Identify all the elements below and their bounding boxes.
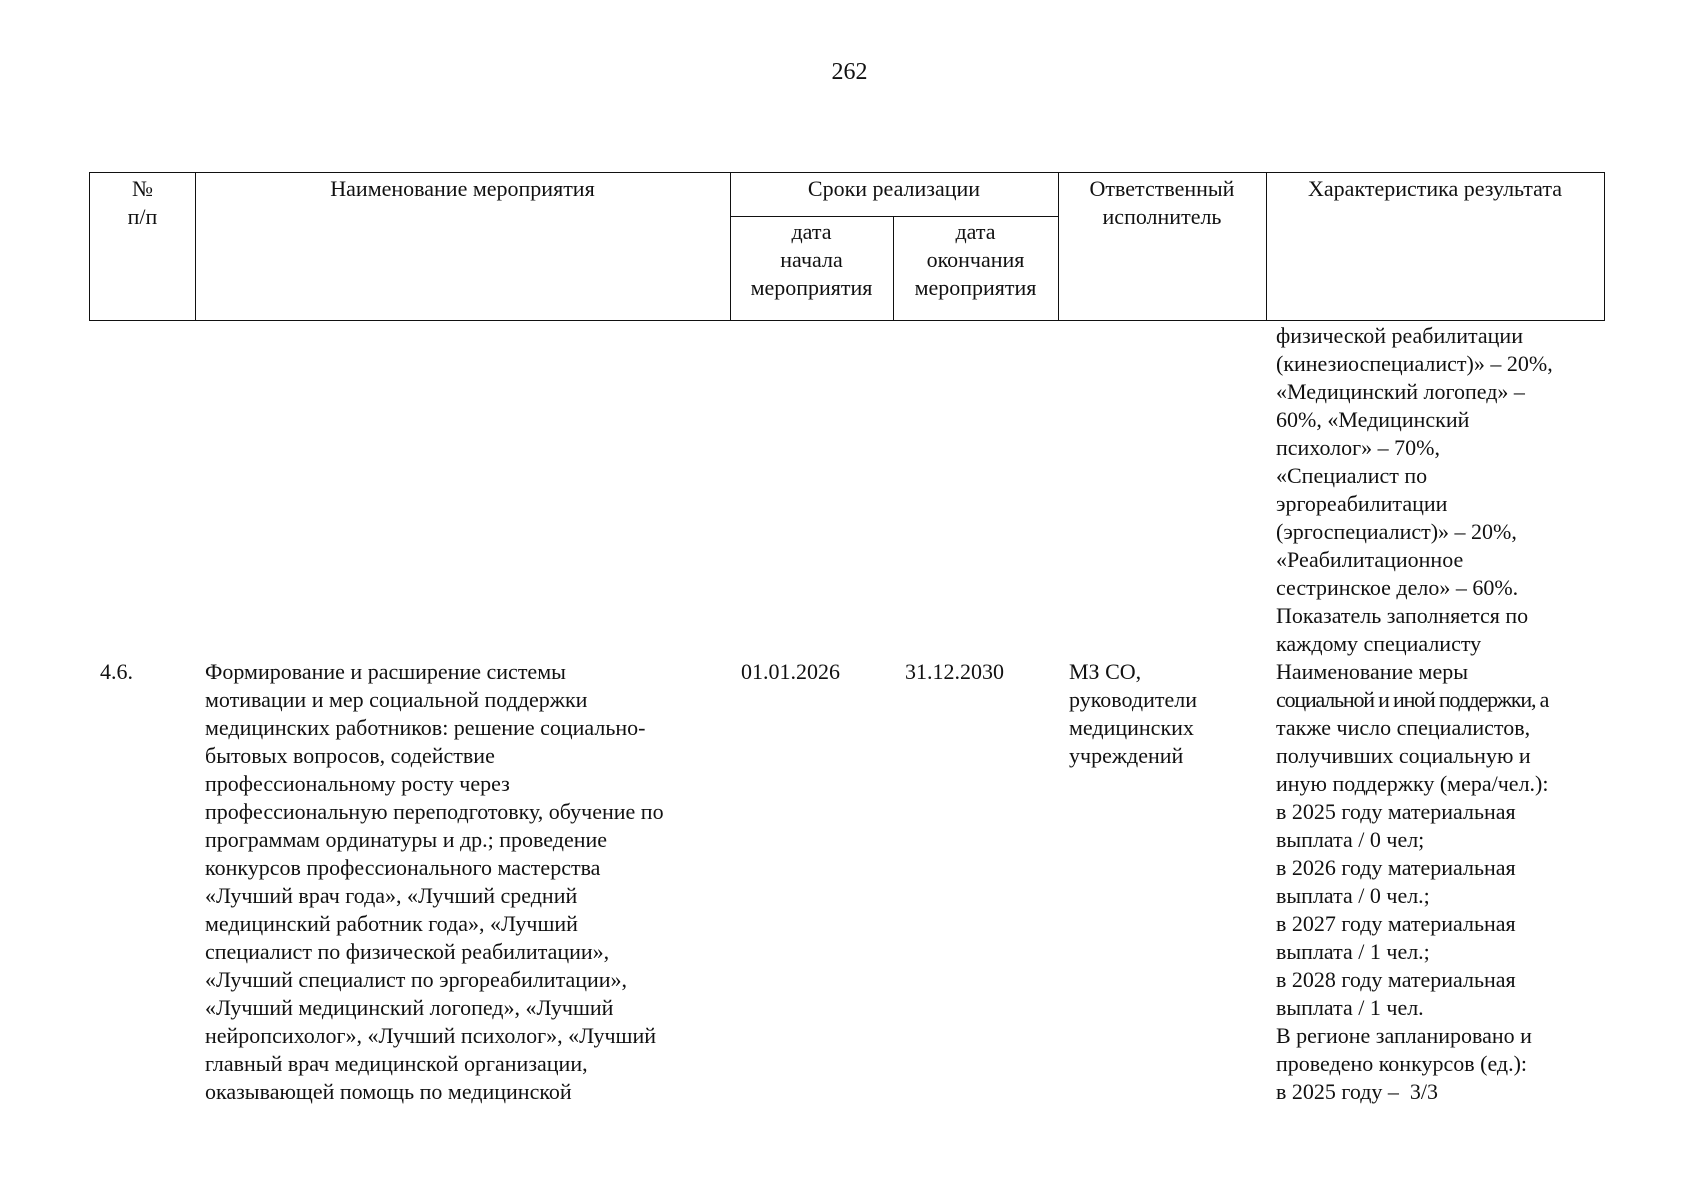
text-line: «Медицинский логопед» –: [1276, 379, 1525, 404]
text-line: мотивации и мер социальной поддержки: [205, 687, 588, 712]
header-end-line: мероприятия: [914, 275, 1037, 300]
text-line: учреждений: [1069, 743, 1184, 768]
header-responsible-line: Ответственный: [1089, 176, 1235, 201]
text-line: оказывающей помощь по медицинской: [205, 1079, 572, 1104]
header-end-date: [893, 218, 1058, 302]
text-line: МЗ СО,: [1069, 659, 1142, 684]
text-line: (кинезиоспециалист)» – 20%,: [1276, 351, 1553, 376]
row-end-date: 31.12.2030: [905, 659, 1004, 684]
header-result: Характеристика результата: [1308, 176, 1562, 201]
text-line: выплата / 0 чел.;: [1276, 883, 1430, 908]
header-responsible-line: исполнитель: [1102, 204, 1222, 229]
text-line: медицинский работник года», «Лучший: [205, 911, 578, 936]
row-result: [1276, 658, 1549, 1106]
header-end-line: дата: [955, 219, 996, 244]
header-start-line: начала: [780, 247, 843, 272]
text-line: в 2028 году материальная: [1276, 967, 1516, 992]
text-line: программам ординатуры и др.; проведение: [205, 827, 608, 852]
row-responsible: [1069, 658, 1197, 770]
text-line: Наименование меры: [1276, 659, 1469, 684]
text-line: физической реабилитации: [1276, 323, 1523, 348]
header-start-date: [730, 218, 893, 302]
text-line: проведено конкурсов (ед.):: [1276, 1051, 1528, 1076]
row-start-date: 01.01.2026: [741, 659, 840, 684]
text-line: конкурсов профессионального мастерства: [205, 855, 601, 880]
text-line: каждому специалисту: [1276, 631, 1482, 656]
text-line: «Специалист по: [1276, 463, 1428, 488]
header-number: [90, 175, 195, 231]
text-line: руководители: [1069, 687, 1197, 712]
text-line: Формирование и расширение системы: [205, 659, 566, 684]
text-line: главный врач медицинской организации,: [205, 1051, 588, 1076]
text-line: Показатель заполняется по: [1276, 603, 1529, 628]
header-end-line: окончания: [926, 247, 1025, 272]
header-start-line: дата: [791, 219, 832, 244]
text-line: 60%, «Медицинский: [1276, 407, 1470, 432]
header-number-line: №: [132, 176, 153, 201]
header-responsible: [1058, 175, 1266, 231]
text-line: в 2027 году материальная: [1276, 911, 1516, 936]
text-line: специалист по физической реабилитации»,: [205, 939, 610, 964]
text-line: иную поддержку (мера/чел.):: [1276, 771, 1549, 796]
text-line: выплата / 0 чел;: [1276, 827, 1425, 852]
text-line: в 2026 году материальная: [1276, 855, 1516, 880]
text-line: «Лучший врач года», «Лучший средний: [205, 883, 578, 908]
text-line: «Лучший специалист по эргореабилитации»,: [205, 967, 628, 992]
row-number: 4.6.: [100, 659, 133, 684]
text-line: медицинских: [1069, 715, 1194, 740]
row-event-name: [205, 658, 664, 1106]
text-line: медицинских работников: решение социально-: [205, 715, 646, 740]
header-number-line: п/п: [127, 204, 158, 229]
text-line: «Лучший медицинский логопед», «Лучший: [205, 995, 614, 1020]
text-line: получивших социальную и: [1276, 743, 1531, 768]
result-continuation: [1276, 322, 1553, 658]
text-line: профессиональную переподготовку, обучение по: [205, 799, 664, 824]
text-line: эргореабилитации: [1276, 491, 1448, 516]
header-start-line: мероприятия: [750, 275, 873, 300]
text-line: В регионе запланировано и: [1276, 1023, 1532, 1048]
text-line: также число специалистов,: [1276, 715, 1531, 740]
table-header: [89, 172, 1605, 321]
text-line: выплата / 1 чел.: [1276, 995, 1424, 1020]
text-line: сестринское дело» – 60%.: [1276, 575, 1519, 600]
header-implementation-terms: Сроки реализации: [807, 176, 981, 201]
text-line: социальной и иной поддержки, а: [1276, 687, 1549, 712]
text-line: «Реабилитационное: [1276, 547, 1464, 572]
text-line: в 2025 году материальная: [1276, 799, 1516, 824]
text-line: в 2025 году – 3/3: [1276, 1079, 1439, 1104]
text-line: профессиональному росту через: [205, 771, 510, 796]
text-line: (эргоспециалист)» – 20%,: [1276, 519, 1517, 544]
page-number: 262: [831, 59, 868, 85]
header-event-name: Наименование мероприятия: [330, 176, 595, 201]
text-line: выплата / 1 чел.;: [1276, 939, 1430, 964]
text-line: нейропсихолог», «Лучший психолог», «Лучший: [205, 1023, 657, 1048]
text-line: бытовых вопросов, содействие: [205, 743, 495, 768]
row-divider: [730, 216, 1058, 217]
text-line: психолог» – 70%,: [1276, 435, 1441, 460]
